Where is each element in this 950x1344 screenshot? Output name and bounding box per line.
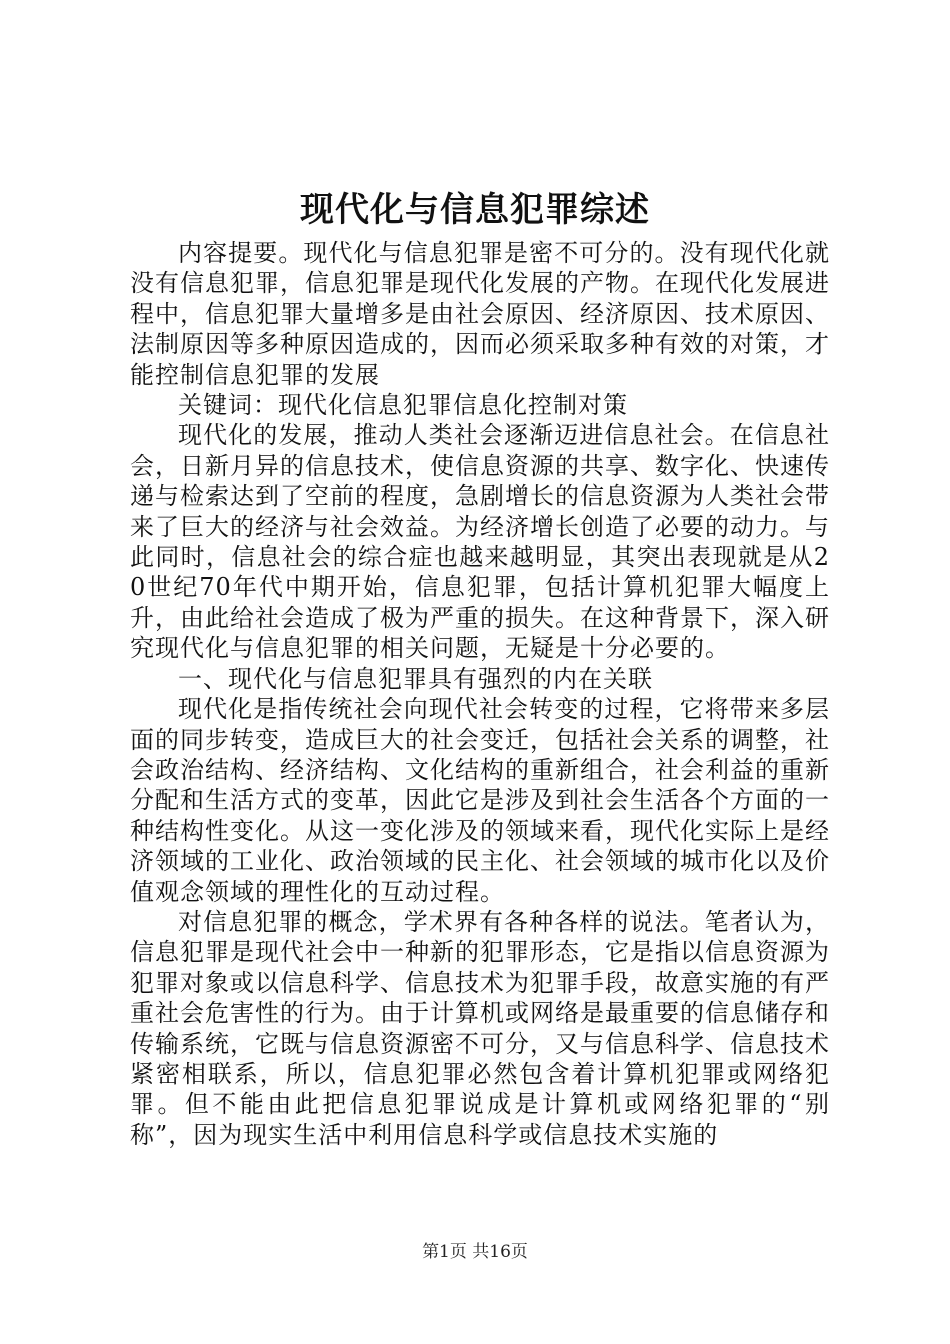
document-body [130,238,830,1150]
keywords-paragraph: 关键词：现代化信息犯罪信息化控制对策 [178,391,628,420]
section-heading: 一、现代化与信息犯罪具有强烈的内在关联 [178,664,653,693]
intro-paragraph: 现代化的发展，推动人类社会逐渐迈进信息社会。在信息社会，日新月异的信息技术，使信息资源的共享、数字化、快速传递与检索达到了空前的程度，急剧增长的信息资源为人类社会带来了巨大的经济与社会效益。为经济增长创造了必要的动力。与此同时，信息社会的综合症也越来越明显，其突出表现就是从20世纪70年代中期开始，信息犯罪，包括计算机犯罪大幅度上升，由此给社会造成了极为严重的损失。在这种背景下，深入研究现代化与信息犯罪的相关问题，无疑是十分必要的。 [130,421,830,663]
document-title: 现代化与信息犯罪综述 [300,190,650,230]
body-paragraph-definition: 对信息犯罪的概念，学术界有各种各样的说法。笔者认为，信息犯罪是现代社会中一种新的犯罪形态，它是指以信息资源为犯罪对象或以信息科学、信息技术为犯罪手段，故意实施的有严重社会危害性的行为。由于计算机或网络是最重要的信息储存和传输系统，它既与信息资源密不可分，又与信息科学、信息技术紧密相联系，所以，信息犯罪必然包含着计算机犯罪或网络犯罪。但不能由此把信息犯罪说成是计算机或网络犯罪的“别称”，因为现实生活中利用信息科学或信息技术实施的 [130,907,830,1149]
body-paragraph-modernization: 现代化是指传统社会向现代社会转变的过程，它将带来多层面的同步转变，造成巨大的社会变迁，包括社会关系的调整，社会政治结构、经济结构、文化结构的重新组合，社会利益的重新分配和生活方式的变革，因此它是涉及到社会生活各个方面的一种结构性变化。从这一变化涉及的领域来看，现代化实际上是经济领域的工业化、政治领域的民主化、社会领域的城市化以及价值观念领域的理性化的互动过程。 [130,695,830,906]
page-footer: 第1页 共16页 [422,1242,528,1262]
abstract-paragraph: 内容提要。现代化与信息犯罪是密不可分的。没有现代化就没有信息犯罪，信息犯罪是现代化发展的产物。在现代化发展进程中，信息犯罪大量增多是由社会原因、经济原因、技术原因、法制原因等多种原因造成的，因而必须采取多种有效的对策，才能控制信息犯罪的发展 [130,239,830,389]
